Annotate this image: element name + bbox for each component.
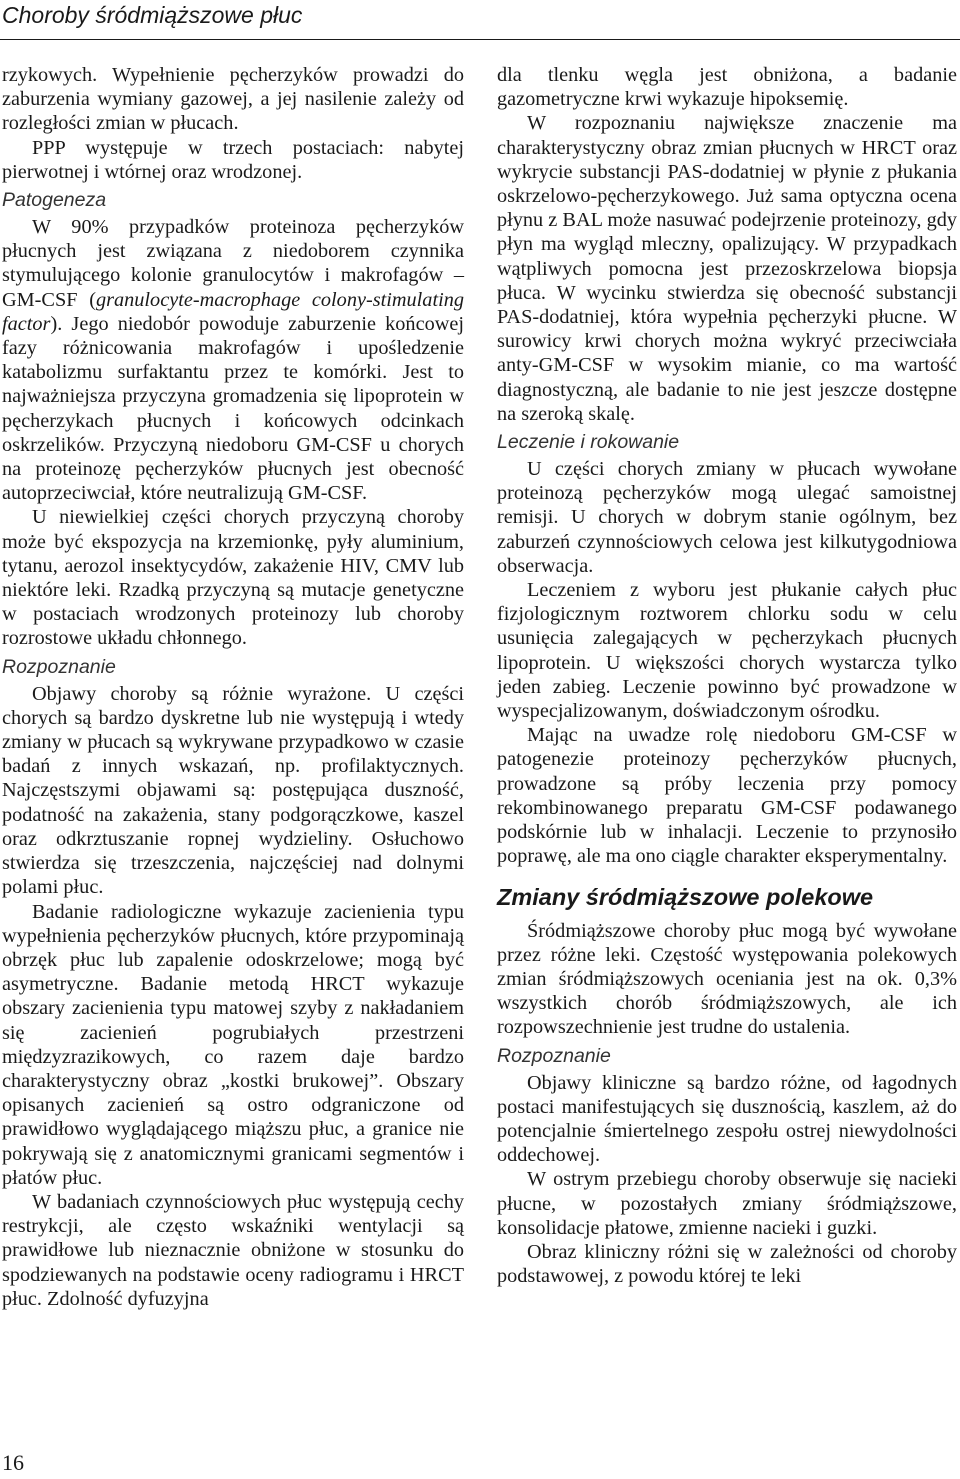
paragraph: W rozpoznaniu największe znaczenie ma charakterystyczny obraz zmian płucnych w HRCT oraz wykrycie substancji PAS-dodatniej w płynie z płukania oskrzelowo-pęcherzykowego. Już sama optyczna ocena płynu z BAL może nasuwać podejrzenie proteinozy, gdy płyn ma wygląd mleczny, opalizujący. W przypadkach wątpliwych pomocna jest przezoskrzelowa biopsja płuca. W wycinku stwierdza się obecność substancji PAS-dodatniej, która wypełnia pęcherzyki płucne. W surowicy krwi chorych można wykryć przeciwciała anty-GM-CSF w wysokim mianie, co ma wartość diagnostyczną, ale badanie to nie jest jeszcze dostępne na szeroką skalę.	[497, 112, 957, 425]
paragraph: rzykowych. Wypełnienie pęcherzyków prowadzi do zaburzenia wymiany gazowej, a jej nasilenie zależy od rozległości zmian w płucach.	[2, 64, 464, 135]
paragraph: Śródmiąższowe choroby płuc mogą być wywołane przez różne leki. Częstość występowania polekowych zmian śródmiąższowych oceniania jest na ok. 0,3% wszystkich chorób śródmiąższowych, ale ich rozpowszechnienie jest trudne do ustalenia.	[497, 919, 957, 1039]
subheading-patogeneza: Patogeneza	[2, 189, 107, 212]
italic-term: granulocyte-macrophage colony-stimulating factor	[2, 288, 464, 335]
paragraph: dla tlenku węgla jest obniżona, a badanie gazometryczne krwi wykazuje hipoksemię.	[497, 64, 957, 111]
paragraph: PPP występuje w trzech postaciach: nabytej pierwotnej i wtórnej oraz wrodzonej.	[2, 136, 464, 183]
right-column	[497, 63, 957, 1288]
page-number: 16	[2, 1450, 24, 1475]
paragraph-patogeneza	[2, 215, 464, 505]
paragraph: Objawy choroby są różnie wyrażone. U części chorych są bardzo dyskretne lub nie występują i wtedy zmiany w płucach są wykrywane przypadkowo w czasie badań z innych wskazań, np. profilaktycznych. Najczęstszymi objawami są: postępująca duszność, podatność na zakażenia, stany podgorączkowe, kaszel oraz odkrztuszanie ropnej wydzieliny. Osłuchowo stwierdza się trzeszczenia, najczęściej nad dolnymi polami płuc.	[2, 682, 464, 899]
text-run: ). Jego niedobór powoduje zaburzenie końcowej fazy różnicowania makrofagów i upośledzenie katabolizmu surfaktantu przez te komórki. Jest to najważniejsza przyczyna gromadzenia się lipoprotein w pęcherzykach płucnych i końcowych odcinkach oskrzelików. Przyczyną niedoboru GM-CSF u chorych na proteinozę pęcherzyków płucnych jest obecność autoprzeciwciał, które neutralizują GM-CSF.	[2, 312, 464, 505]
paragraph: Badanie radiologiczne wykazuje zacienienia typu wypełnienia pęcherzyków płucnych, które przypominają obrzęk płuc lub zapalenie odoskrzelowe; mogą być asymetryczne. Badanie metodą HRCT wykazuje obszary zacienienia typu matowej szyby z nakładaniem się zacienień pogrubiałych przestrzeni międzyzrazikowych, co razem daje bardzo charakterystyczny obraz „kostki brukowej”. Obszary opisanych zacienień są ostro odgraniczone od prawidłowo wyglądającego miąższu płuc, a granice nie pokrywają się z anatomicznymi granicami segmentów i płatów płuc.	[2, 900, 464, 1189]
paragraph: W ostrym przebiegu choroby obserwuje się nacieki płucne, w pozostałych zmiany śródmiąższowe, konsolidacje płatowe, zmienne nacieki i guzki.	[497, 1168, 957, 1239]
paragraph: Leczeniem z wyboru jest płukanie całych płuc fizjologicznym roztworem chlorku sodu w celu usunięcia zalegających w pęcherzykach płucnych lipoprotein. U większości chorych wystarcza tylko jeden zabieg. Leczenie powinno być prowadzone w wyspecjalizowanym, doświadczonym ośrodku.	[497, 579, 957, 723]
text-run: W 90% przypadków proteinoza pęcherzyków płucnych jest związana z niedoborem czynnika stymulującego kolonie granulocytów i makrofagów – GM-CSF (	[2, 216, 464, 311]
paragraph: U niewielkiej części chorych przyczyną choroby może być ekspozycja na krzemionkę, pyły aluminium, tytanu, aerozol insektycydów, zakażenie HIV, CMV lub niektóre leki. Rzadką przyczyną są mutacje genetyczne w postaciach wrodzonych proteinozy lub choroby rozrostowe układu chłonnego.	[2, 506, 464, 650]
subheading-leczenie: Leczenie i rokowanie	[497, 431, 680, 454]
paragraph: U części chorych zmiany w płucach wywołane proteinozą pęcherzyków mogą ulegać samoistnej remisji. U chorych w dobrym stanie ogólnym, bez zaburzeń czynnościowych celowa jest kilkutygodniowa obserwacja.	[497, 458, 957, 577]
paragraph: Obraz kliniczny różni się w zależności od choroby podstawowej, z powodu której te leki	[497, 1240, 957, 1288]
subheading-rozpoznanie: Rozpoznanie	[2, 655, 116, 678]
section-heading: Zmiany śródmiąższowe polekowe	[497, 883, 874, 910]
paragraph: W badaniach czynnościowych płuc występują cechy restrykcji, ale często wskaźniki wentylacji są prawidłowe lub nieznacznie obniżone w stosunku do spodziewanych na podstawie oceny radiogramu i HRCT płuc. Zdolność dyfuzyjna	[2, 1190, 464, 1310]
left-column	[2, 63, 464, 1311]
subheading-rozpoznanie: Rozpoznanie	[497, 1044, 611, 1067]
running-title: Choroby śródmiąższowe płuc	[2, 2, 303, 28]
running-header	[0, 0, 960, 40]
paragraph: Mając na uwadze rolę niedoboru GM-CSF w patogenezie proteinozy pęcherzyków płucnych, prowadzone są próby leczenia przy pomocy rekombinowanego preparatu GM-CSF podawanego podskórnie lub w inhalacji. Leczenie to przynosiło poprawę, ale ma ono ciągle charakter eksperymentalny.	[497, 724, 957, 868]
paragraph: Objawy kliniczne są bardzo różne, od łagodnych postaci manifestujących się dusznością, kaszlem, aż do potencjalnie śmiertelnego zespołu ostrej niewydolności oddechowej.	[497, 1071, 957, 1167]
